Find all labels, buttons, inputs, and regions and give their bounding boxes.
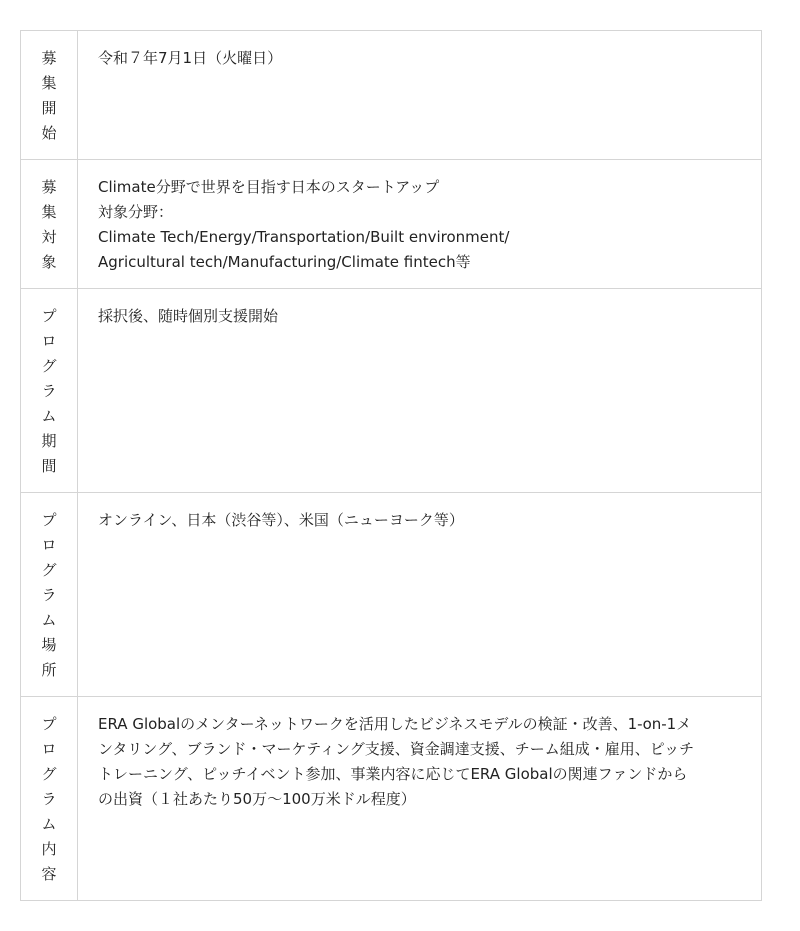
value-line: ERA Globalのメンターネットワークを活用したビジネスモデルの検証・改善、1-on-1メ <box>98 715 692 733</box>
value-line: トレーニング、ピッチイベント参加、事業内容に応じてERA Globalの関連ファンドから <box>98 765 688 783</box>
row-value <box>78 289 761 492</box>
label-char: 間 <box>41 457 57 475</box>
label-char: 集 <box>41 203 57 221</box>
table-row-program-period <box>21 289 761 493</box>
label-char: 始 <box>41 124 57 142</box>
label-char: 容 <box>41 865 57 883</box>
label-char: 内 <box>41 840 57 858</box>
row-value <box>78 493 761 696</box>
label-char: 募 <box>41 178 57 196</box>
label-char: 対 <box>41 228 57 246</box>
value-line: 対象分野： <box>98 203 174 221</box>
label-char: 所 <box>41 661 57 679</box>
row-label <box>21 493 78 696</box>
value-line: 令和７年7月1日（火曜日） <box>98 49 283 67</box>
table-row-program-location <box>21 493 761 697</box>
label-char: ロ <box>41 332 57 350</box>
label-char: プ <box>41 307 57 325</box>
label-char: ロ <box>41 740 57 758</box>
label-char: 場 <box>41 636 57 654</box>
table-row-recruitment-target <box>21 160 761 289</box>
row-label <box>21 160 78 288</box>
row-label <box>21 697 78 900</box>
label-char: 象 <box>41 253 57 271</box>
label-char: ム <box>41 611 57 629</box>
label-char: プ <box>41 511 57 529</box>
label-char: ラ <box>41 586 57 604</box>
label-char: 集 <box>41 74 57 92</box>
value-line: ンタリング、ブランド・マーケティング支援、資金調達支援、チーム組成・雇用、ピッチ <box>98 740 695 758</box>
label-char: グ <box>41 765 57 783</box>
row-value <box>78 31 761 159</box>
label-char: グ <box>41 561 57 579</box>
label-char: 募 <box>41 49 57 67</box>
row-label <box>21 31 78 159</box>
value-line: オンライン、日本（渋谷等）、米国（ニューヨーク等） <box>98 511 464 529</box>
value-line: の出資（１社あたり50万〜100万米ドル程度） <box>98 790 416 808</box>
label-char: ロ <box>41 536 57 554</box>
value-line: Agricultural tech/Manufacturing/Climate fintech等 <box>98 253 471 271</box>
program-info-table <box>20 30 762 901</box>
row-value <box>78 160 761 288</box>
value-line: 採択後、随時個別支援開始 <box>98 307 279 325</box>
label-char: ラ <box>41 382 57 400</box>
row-label <box>21 289 78 492</box>
label-char: グ <box>41 357 57 375</box>
value-line: Climate分野で世界を目指す日本のスタートアップ <box>98 178 440 196</box>
label-char: プ <box>41 715 57 733</box>
label-char: 開 <box>41 99 57 117</box>
row-value <box>78 697 761 900</box>
label-char: 期 <box>41 432 57 450</box>
table-row-recruitment-start <box>21 31 761 160</box>
label-char: ム <box>41 815 57 833</box>
table-row-program-content <box>21 697 761 901</box>
value-line: Climate Tech/Energy/Transportation/Built environment/ <box>98 228 510 246</box>
label-char: ラ <box>41 790 57 808</box>
label-char: ム <box>41 407 57 425</box>
